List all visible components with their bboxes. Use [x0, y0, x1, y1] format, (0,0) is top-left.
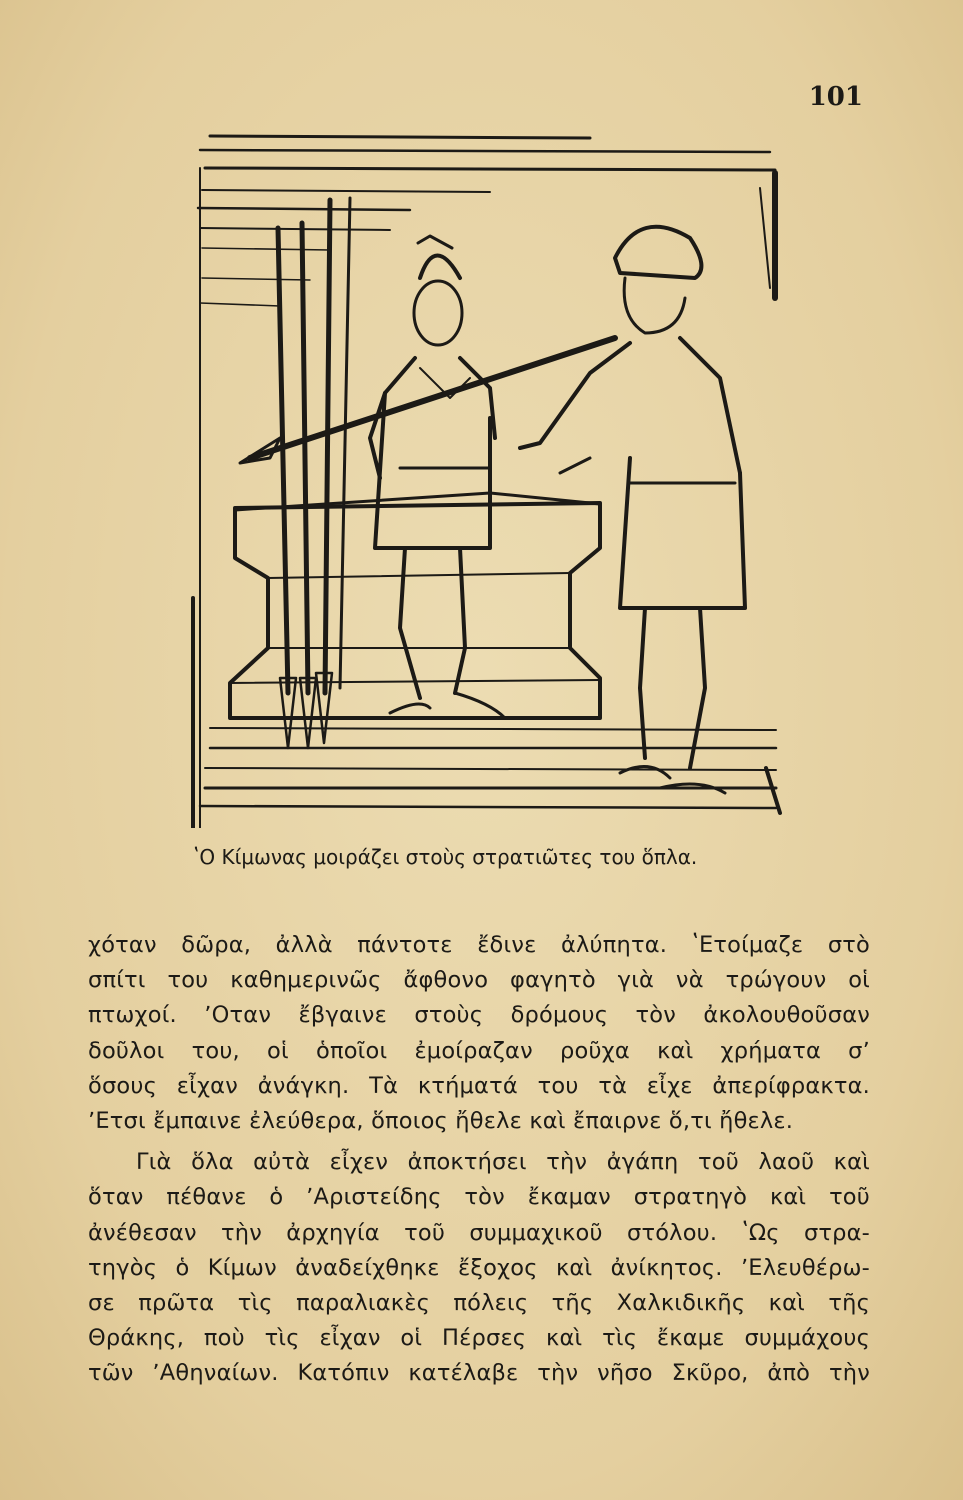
- text-line: τηγὸς ὁ Κίμων ἀναδείχθηκε ἔξοχος καὶ ἀνίκητος. ʼΕλευθέρω-: [88, 1254, 870, 1281]
- text-line: ὅταν πέθανε ὁ ʼΑριστείδης τὸν ἔκαμαν στρατηγὸ καὶ τοῦ: [88, 1184, 870, 1211]
- illustration-caption: ʽΟ Κίμωνας μοιράζει στοὺς στρατιῶτες του ὅπλα.: [193, 845, 698, 869]
- text-line: ἀνέθεσαν τὴν ἀρχηγία τοῦ συμμαχικοῦ στόλου. ʽΩς στρα-: [88, 1219, 870, 1246]
- text-line: ʼΕτσι ἔμπαινε ἐλεύθερα, ὅποιος ἤθελε καὶ ἔπαιρνε ὅ,τι ἤθελε.: [88, 1108, 794, 1135]
- text-line: σπίτι του καθημερινῶς ἄφθονο φαγητὸ γιὰ νὰ τρώγουν οἱ: [88, 967, 870, 994]
- text-line: σε πρῶτα τὶς παραλιακὲς πόλεις τῆς Χαλκιδικῆς καὶ τῆς: [88, 1290, 870, 1317]
- text-line: δοῦλοι του, οἱ ὁποῖοι ἐμοίραζαν ροῦχα καὶ χρήματα σʼ: [88, 1037, 870, 1064]
- text-line: ὅσους εἶχαν ἀνάγκη. Τὰ κτήματά του τὰ εἶχε ἀπερίφρακτα.: [88, 1072, 870, 1099]
- text-line: Γιὰ ὅλα αὐτὰ εἶχεν ἀποκτήσει τὴν ἀγάπη τοῦ λαοῦ καὶ: [136, 1149, 870, 1176]
- text-line: τῶν ʼΑθηναίων. Κατόπιν κατέλαβε τὴν νῆσο Σκῦρο, ἀπὸ τὴν: [88, 1360, 870, 1387]
- text-line: πτωχοί. ʼΟταν ἔβγαινε στοὺς δρόμους τὸν ἀκολουθοῦσαν: [88, 1002, 870, 1029]
- paragraph-2: [88, 1145, 870, 1391]
- illustration-kimon-distributing-weapons: [190, 128, 786, 828]
- page-number: 101: [808, 82, 863, 112]
- paragraph-1: [88, 928, 870, 1139]
- body-text: [88, 928, 870, 1392]
- text-line: Θράκης, ποὺ τὶς εἶχαν οἱ Πέρσες καὶ τὶς ἔκαμε συμμάχους: [88, 1325, 870, 1352]
- woodcut-drawing: [190, 128, 786, 828]
- text-line: χόταν δῶρα, ἀλλὰ πάντοτε ἔδινε ἀλύπητα. ʽΕτοίμαζε στὸ: [88, 932, 870, 958]
